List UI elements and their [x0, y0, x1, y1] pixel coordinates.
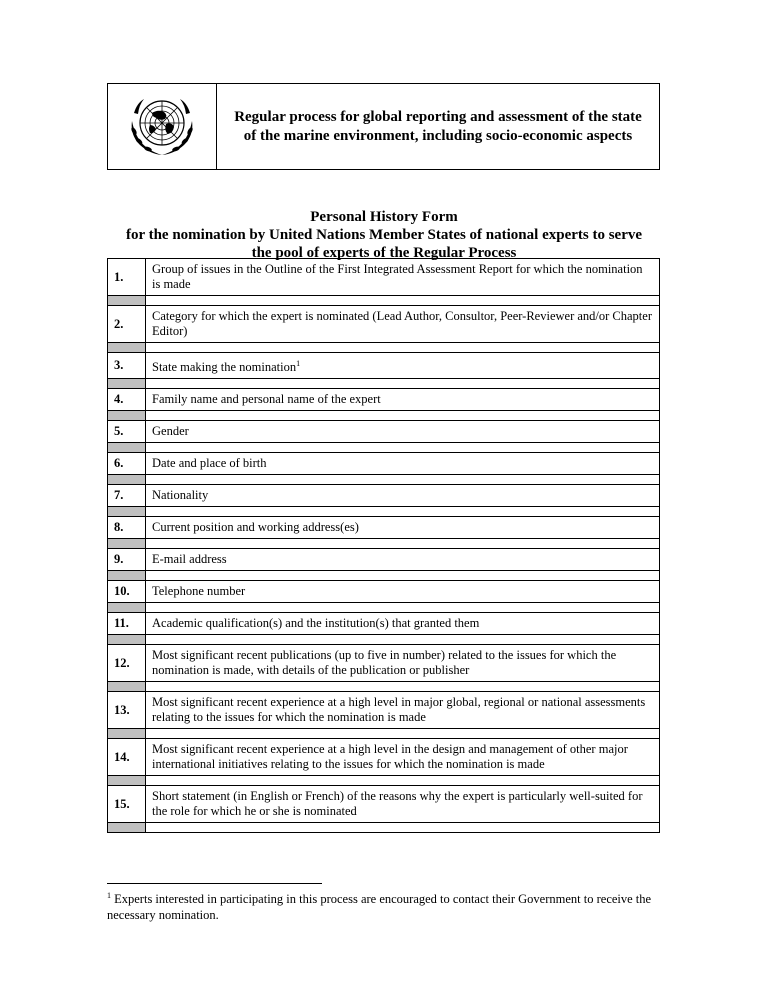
answer-row	[108, 475, 660, 485]
row-label-text: Most significant recent experience at a high level in major global, regional or national assessments relating to the issues for which the nomination is made	[152, 695, 646, 725]
footnote-marker: 1	[107, 891, 111, 900]
row-label	[146, 353, 660, 379]
form-row	[108, 353, 660, 379]
row-number: 9.	[108, 549, 146, 571]
footnote-text: Experts interested in participating in this process are encouraged to contact their Government to receive the necessary nomination.	[107, 892, 652, 923]
answer-row-shade	[108, 411, 146, 421]
row-label	[146, 786, 660, 823]
answer-row-shade	[108, 475, 146, 485]
row-number: 15.	[108, 786, 146, 823]
row-label-text: State making the nomination	[152, 360, 297, 375]
header-box	[107, 83, 660, 170]
answer-row	[108, 343, 660, 353]
form-row	[108, 306, 660, 343]
answer-row-shade	[108, 296, 146, 306]
row-number: 2.	[108, 306, 146, 343]
row-label-text: Family name and personal name of the expert	[152, 392, 381, 407]
footnote	[107, 888, 677, 923]
row-label	[146, 517, 660, 539]
row-number: 12.	[108, 645, 146, 682]
row-number: 10.	[108, 581, 146, 603]
answer-row	[108, 379, 660, 389]
row-label-text: Date and place of birth	[152, 456, 267, 471]
row-label-text: Gender	[152, 424, 189, 439]
answer-row	[108, 603, 660, 613]
nomination-form-table	[107, 258, 660, 833]
answer-row	[108, 776, 660, 786]
answer-row	[108, 539, 660, 549]
row-label-text: Nationality	[152, 488, 209, 503]
answer-field[interactable]	[146, 603, 660, 613]
logo-cell	[108, 84, 217, 169]
answer-field[interactable]	[146, 443, 660, 453]
answer-field[interactable]	[146, 823, 660, 833]
answer-row	[108, 443, 660, 453]
answer-row-shade	[108, 823, 146, 833]
answer-row	[108, 729, 660, 739]
row-number: 1.	[108, 259, 146, 296]
form-row	[108, 421, 660, 443]
answer-row-shade	[108, 571, 146, 581]
answer-row-shade	[108, 776, 146, 786]
answer-row-shade	[108, 682, 146, 692]
row-label	[146, 739, 660, 776]
answer-field[interactable]	[146, 475, 660, 485]
answer-row-shade	[108, 635, 146, 645]
form-row	[108, 485, 660, 507]
row-number: 3.	[108, 353, 146, 379]
row-label-text: Most significant recent experience at a high level in the design and management of other major international initiatives relating to the issues for which the nomination is made	[152, 742, 628, 772]
answer-row	[108, 635, 660, 645]
row-label-text: Short statement (in English or French) of the reasons why the expert is particularly well-suited for the role for which he or she is nominated	[152, 789, 643, 819]
row-number: 5.	[108, 421, 146, 443]
answer-row-shade	[108, 729, 146, 739]
row-number: 4.	[108, 389, 146, 411]
answer-field[interactable]	[146, 411, 660, 421]
answer-field[interactable]	[146, 507, 660, 517]
form-row	[108, 613, 660, 635]
row-label	[146, 581, 660, 603]
answer-field[interactable]	[146, 379, 660, 389]
form-row	[108, 259, 660, 296]
header-title: Regular process for global reporting and assessment of the state of the marine environment, including socio-economic aspects	[234, 108, 642, 144]
form-row	[108, 549, 660, 571]
row-number: 7.	[108, 485, 146, 507]
answer-field[interactable]	[146, 539, 660, 549]
row-number: 14.	[108, 739, 146, 776]
row-label	[146, 453, 660, 475]
answer-row	[108, 682, 660, 692]
row-label	[146, 306, 660, 343]
row-label-text: Group of issues in the Outline of the First Integrated Assessment Report for which the nomination is made	[152, 262, 643, 291]
form-row	[108, 786, 660, 823]
row-number: 13.	[108, 692, 146, 729]
form-title-line3: the pool of experts of the Regular Process	[251, 245, 517, 261]
answer-row	[108, 571, 660, 581]
form-row	[108, 581, 660, 603]
answer-row-shade	[108, 443, 146, 453]
row-number: 11.	[108, 613, 146, 635]
form-title-line2: for the nomination by United Nations Member States of national experts to serve	[125, 227, 643, 243]
row-label-text: Most significant recent publications (up to five in number) related to the issues for which the nomination is made, with details of the publication or publisher	[152, 648, 617, 678]
un-emblem-icon	[122, 91, 202, 163]
row-label	[146, 549, 660, 571]
row-label	[146, 389, 660, 411]
answer-row-shade	[108, 379, 146, 389]
answer-row	[108, 823, 660, 833]
row-label	[146, 485, 660, 507]
row-label	[146, 645, 660, 682]
row-label	[146, 613, 660, 635]
answer-row	[108, 296, 660, 306]
form-title	[60, 208, 708, 262]
answer-field[interactable]	[146, 343, 660, 353]
row-label-text: Current position and working address(es)	[152, 520, 359, 535]
form-row	[108, 692, 660, 729]
answer-field[interactable]	[146, 682, 660, 692]
footnote-ref: 1	[296, 359, 301, 368]
row-label	[146, 259, 660, 296]
answer-row-shade	[108, 539, 146, 549]
answer-field[interactable]	[146, 776, 660, 786]
answer-row-shade	[108, 603, 146, 613]
row-label	[146, 692, 660, 729]
answer-row	[108, 411, 660, 421]
row-label	[146, 421, 660, 443]
answer-row-shade	[108, 507, 146, 517]
row-number: 8.	[108, 517, 146, 539]
form-row	[108, 645, 660, 682]
row-label-text: Telephone number	[152, 584, 246, 599]
answer-field[interactable]	[146, 635, 660, 645]
form-row	[108, 739, 660, 776]
form-row	[108, 453, 660, 475]
answer-field[interactable]	[146, 571, 660, 581]
form-row	[108, 517, 660, 539]
row-label-text: Academic qualification(s) and the institution(s) that granted them	[152, 616, 480, 631]
row-number: 6.	[108, 453, 146, 475]
answer-row	[108, 507, 660, 517]
answer-field[interactable]	[146, 729, 660, 739]
answer-field[interactable]	[146, 296, 660, 306]
row-label-text: E-mail address	[152, 552, 227, 567]
row-label-text: Category for which the expert is nominated (Lead Author, Consultor, Peer-Reviewer and/or Chapter Editor)	[152, 309, 652, 338]
footnote-divider	[107, 883, 322, 884]
answer-row-shade	[108, 343, 146, 353]
form-title-line1: Personal History Form	[310, 209, 458, 225]
form-row	[108, 389, 660, 411]
